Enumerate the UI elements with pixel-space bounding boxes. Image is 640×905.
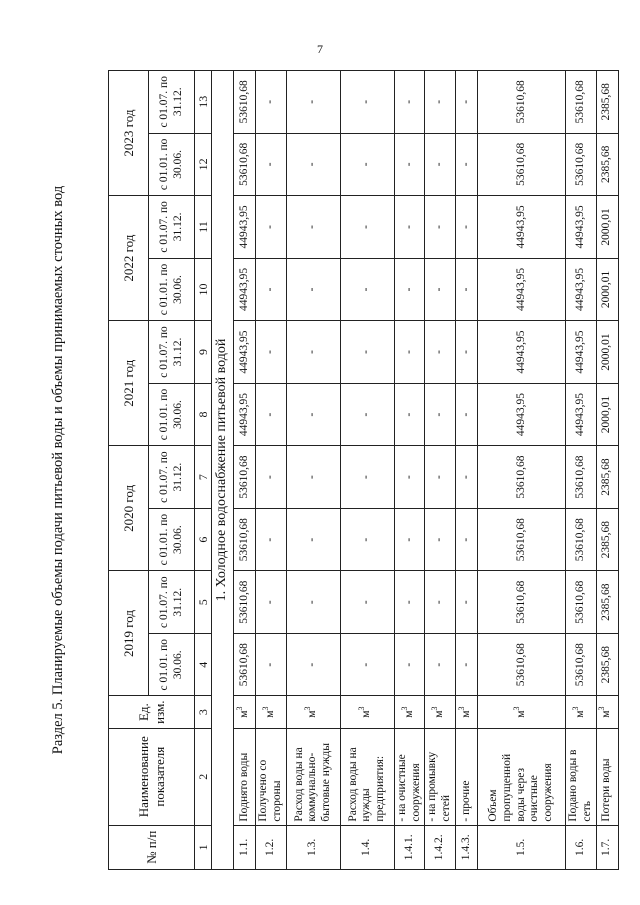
- value-cell: -: [455, 71, 477, 134]
- table-row: [340, 71, 394, 870]
- value-cell: -: [340, 571, 394, 634]
- value-cell: 53610,68: [565, 446, 596, 509]
- value-cell: -: [340, 196, 394, 259]
- value-cell: -: [455, 571, 477, 634]
- header-row-years: [109, 71, 149, 870]
- row-number: 1.4.2.: [425, 825, 456, 869]
- column-index-row: [195, 71, 212, 870]
- value-cell: -: [340, 321, 394, 384]
- row-indicator-name: Расход воды на коммунально-бытовые нужды: [286, 728, 340, 825]
- value-cell: -: [286, 133, 340, 196]
- value-cell: -: [394, 383, 425, 446]
- value-cell: 53610,68: [477, 446, 565, 509]
- header-half-2: с 01.07. по 31.12.: [149, 321, 195, 384]
- row-number: 1.2.: [256, 825, 287, 869]
- header-half-1: с 01.01. по 30.06.: [149, 258, 195, 321]
- value-cell: 53610,68: [477, 508, 565, 571]
- row-number: 1.3.: [286, 825, 340, 869]
- value-cell: 53610,68: [234, 133, 256, 196]
- value-cell: 53610,68: [477, 571, 565, 634]
- value-cell: -: [340, 133, 394, 196]
- row-indicator-name: - прочие: [455, 728, 477, 825]
- value-cell: -: [340, 446, 394, 509]
- value-cell: -: [286, 258, 340, 321]
- value-cell: 44943,95: [234, 383, 256, 446]
- column-index-cell: 1: [195, 825, 212, 869]
- header-name: Наименование показателя: [109, 728, 195, 825]
- value-cell: 53610,68: [477, 633, 565, 696]
- row-indicator-name: Объем пропущенной воды через очистные сооружения: [477, 728, 565, 825]
- header-half-1: с 01.01. по 30.06.: [149, 133, 195, 196]
- value-cell: -: [340, 633, 394, 696]
- header-year-2023: 2023 год: [109, 71, 149, 196]
- table-row: [234, 71, 256, 870]
- row-unit: $м^3$: [565, 696, 596, 728]
- value-cell: -: [455, 508, 477, 571]
- header-year-2021: 2021 год: [109, 321, 149, 446]
- table-row: [455, 71, 477, 870]
- header-half-2: с 01.07. по 31.12.: [149, 196, 195, 259]
- table-row: [256, 71, 287, 870]
- value-cell: -: [340, 383, 394, 446]
- value-cell: -: [455, 383, 477, 446]
- value-cell: 53610,68: [565, 508, 596, 571]
- column-index-cell: 6: [195, 508, 212, 571]
- value-cell: -: [425, 633, 456, 696]
- value-cell: -: [425, 321, 456, 384]
- value-cell: -: [425, 571, 456, 634]
- value-cell: 53610,68: [565, 571, 596, 634]
- value-cell: -: [425, 258, 456, 321]
- value-cell: 44943,95: [477, 196, 565, 259]
- value-cell: -: [425, 71, 456, 134]
- value-cell: 2385,68: [596, 633, 618, 696]
- section-caption: Раздел 5. Планируемые объемы подачи питьевой воды и объемы принимаемых сточных вод: [50, 185, 66, 755]
- row-unit: $м^3$: [256, 696, 287, 728]
- row-number: 1.1.: [234, 825, 256, 869]
- value-cell: -: [455, 633, 477, 696]
- value-cell: -: [256, 196, 287, 259]
- value-cell: 44943,95: [477, 383, 565, 446]
- value-cell: -: [256, 258, 287, 321]
- header-half-1: с 01.01. по 30.06.: [149, 508, 195, 571]
- table-row: [565, 71, 596, 870]
- value-cell: 2000,01: [596, 383, 618, 446]
- header-year-2020: 2020 год: [109, 446, 149, 571]
- column-index-cell: 5: [195, 571, 212, 634]
- value-cell: -: [394, 321, 425, 384]
- section-row: [212, 71, 234, 870]
- section-title: 1. Холодное водоснабжение питьевой водой: [212, 71, 234, 870]
- column-index-cell: 4: [195, 633, 212, 696]
- value-cell: -: [286, 71, 340, 134]
- value-cell: 44943,95: [234, 258, 256, 321]
- column-index-cell: 7: [195, 446, 212, 509]
- value-cell: -: [394, 571, 425, 634]
- row-indicator-name: Подано воды в сеть: [565, 728, 596, 825]
- value-cell: -: [455, 133, 477, 196]
- table-row: [425, 71, 456, 870]
- header-year-2022: 2022 год: [109, 196, 149, 321]
- value-cell: -: [340, 508, 394, 571]
- value-cell: 53610,68: [565, 71, 596, 134]
- value-cell: -: [256, 321, 287, 384]
- column-index-cell: 8: [195, 383, 212, 446]
- value-cell: -: [256, 383, 287, 446]
- value-cell: -: [286, 571, 340, 634]
- page-number: 7: [317, 42, 323, 56]
- water-volumes-table: [108, 70, 619, 870]
- value-cell: 53610,68: [477, 133, 565, 196]
- header-unit: Ед. изм.: [109, 696, 195, 728]
- column-index-cell: 11: [195, 196, 212, 259]
- column-index-cell: 9: [195, 321, 212, 384]
- value-cell: 44943,95: [565, 383, 596, 446]
- rotated-landscape-page: [34, 70, 640, 870]
- value-cell: -: [394, 133, 425, 196]
- value-cell: 2385,68: [596, 71, 618, 134]
- value-cell: -: [256, 71, 287, 134]
- value-cell: 53610,68: [565, 633, 596, 696]
- row-number: 1.4.3.: [455, 825, 477, 869]
- header-half-1: с 01.01. по 30.06.: [149, 383, 195, 446]
- value-cell: 53610,68: [477, 71, 565, 134]
- row-unit: $м^3$: [394, 696, 425, 728]
- value-cell: -: [340, 258, 394, 321]
- value-cell: 53610,68: [234, 508, 256, 571]
- column-index-cell: 3: [195, 696, 212, 728]
- row-number: 1.6.: [565, 825, 596, 869]
- value-cell: 53610,68: [234, 446, 256, 509]
- row-indicator-name: - на очистные сооружения: [394, 728, 425, 825]
- value-cell: -: [425, 383, 456, 446]
- row-number: 1.5.: [477, 825, 565, 869]
- value-cell: -: [394, 633, 425, 696]
- value-cell: 53610,68: [234, 71, 256, 134]
- value-cell: -: [394, 71, 425, 134]
- value-cell: 44943,95: [565, 321, 596, 384]
- value-cell: 2000,01: [596, 258, 618, 321]
- header-num: № п/п: [109, 825, 195, 869]
- value-cell: 44943,95: [234, 321, 256, 384]
- table-row: [477, 71, 565, 870]
- row-number: 1.4.: [340, 825, 394, 869]
- value-cell: -: [286, 508, 340, 571]
- value-cell: 44943,95: [477, 258, 565, 321]
- value-cell: -: [425, 133, 456, 196]
- row-indicator-name: Потери воды: [596, 728, 618, 825]
- value-cell: -: [286, 321, 340, 384]
- value-cell: -: [340, 71, 394, 134]
- value-cell: -: [455, 321, 477, 384]
- row-unit: $м^3$: [596, 696, 618, 728]
- row-indicator-name: Поднято воды: [234, 728, 256, 825]
- row-indicator-name: Получено со стороны: [256, 728, 287, 825]
- value-cell: 2000,01: [596, 196, 618, 259]
- value-cell: 2385,68: [596, 446, 618, 509]
- value-cell: -: [455, 258, 477, 321]
- header-half-2: с 01.07. по 31.12.: [149, 71, 195, 134]
- column-index-cell: 13: [195, 71, 212, 134]
- value-cell: -: [256, 133, 287, 196]
- value-cell: 44943,95: [565, 196, 596, 259]
- value-cell: -: [455, 196, 477, 259]
- row-unit: $м^3$: [477, 696, 565, 728]
- value-cell: -: [394, 508, 425, 571]
- row-indicator-name: Расход воды на нужды предприятия:: [340, 728, 394, 825]
- value-cell: -: [425, 196, 456, 259]
- value-cell: -: [256, 571, 287, 634]
- value-cell: -: [286, 446, 340, 509]
- value-cell: -: [286, 633, 340, 696]
- row-unit: $м^3$: [455, 696, 477, 728]
- value-cell: -: [256, 446, 287, 509]
- row-indicator-name: - на промывку сетей: [425, 728, 456, 825]
- value-cell: -: [286, 383, 340, 446]
- value-cell: -: [394, 446, 425, 509]
- table-row: [394, 71, 425, 870]
- row-number: 1.4.1.: [394, 825, 425, 869]
- header-half-2: с 01.07. по 31.12.: [149, 446, 195, 509]
- value-cell: 44943,95: [234, 196, 256, 259]
- value-cell: 44943,95: [565, 258, 596, 321]
- value-cell: -: [256, 633, 287, 696]
- value-cell: 44943,95: [477, 321, 565, 384]
- value-cell: -: [425, 446, 456, 509]
- row-unit: $м^3$: [234, 696, 256, 728]
- value-cell: -: [256, 508, 287, 571]
- value-cell: 2385,68: [596, 133, 618, 196]
- value-cell: -: [286, 196, 340, 259]
- value-cell: 2385,68: [596, 508, 618, 571]
- table-row: [596, 71, 618, 870]
- value-cell: -: [394, 196, 425, 259]
- value-cell: -: [394, 258, 425, 321]
- value-cell: -: [425, 508, 456, 571]
- value-cell: 53610,68: [234, 571, 256, 634]
- table-row: [286, 71, 340, 870]
- header-half-1: с 01.01. по 30.06.: [149, 633, 195, 696]
- row-unit: $м^3$: [286, 696, 340, 728]
- column-index-cell: 2: [195, 728, 212, 825]
- column-index-cell: 12: [195, 133, 212, 196]
- value-cell: -: [455, 446, 477, 509]
- value-cell: 2000,01: [596, 321, 618, 384]
- row-number: 1.7.: [596, 825, 618, 869]
- row-unit: $м^3$: [340, 696, 394, 728]
- column-index-cell: 10: [195, 258, 212, 321]
- value-cell: 53610,68: [565, 133, 596, 196]
- header-half-2: с 01.07. по 31.12.: [149, 571, 195, 634]
- row-unit: $м^3$: [425, 696, 456, 728]
- value-cell: 2385,68: [596, 571, 618, 634]
- header-year-2019: 2019 год: [109, 571, 149, 696]
- value-cell: 53610,68: [234, 633, 256, 696]
